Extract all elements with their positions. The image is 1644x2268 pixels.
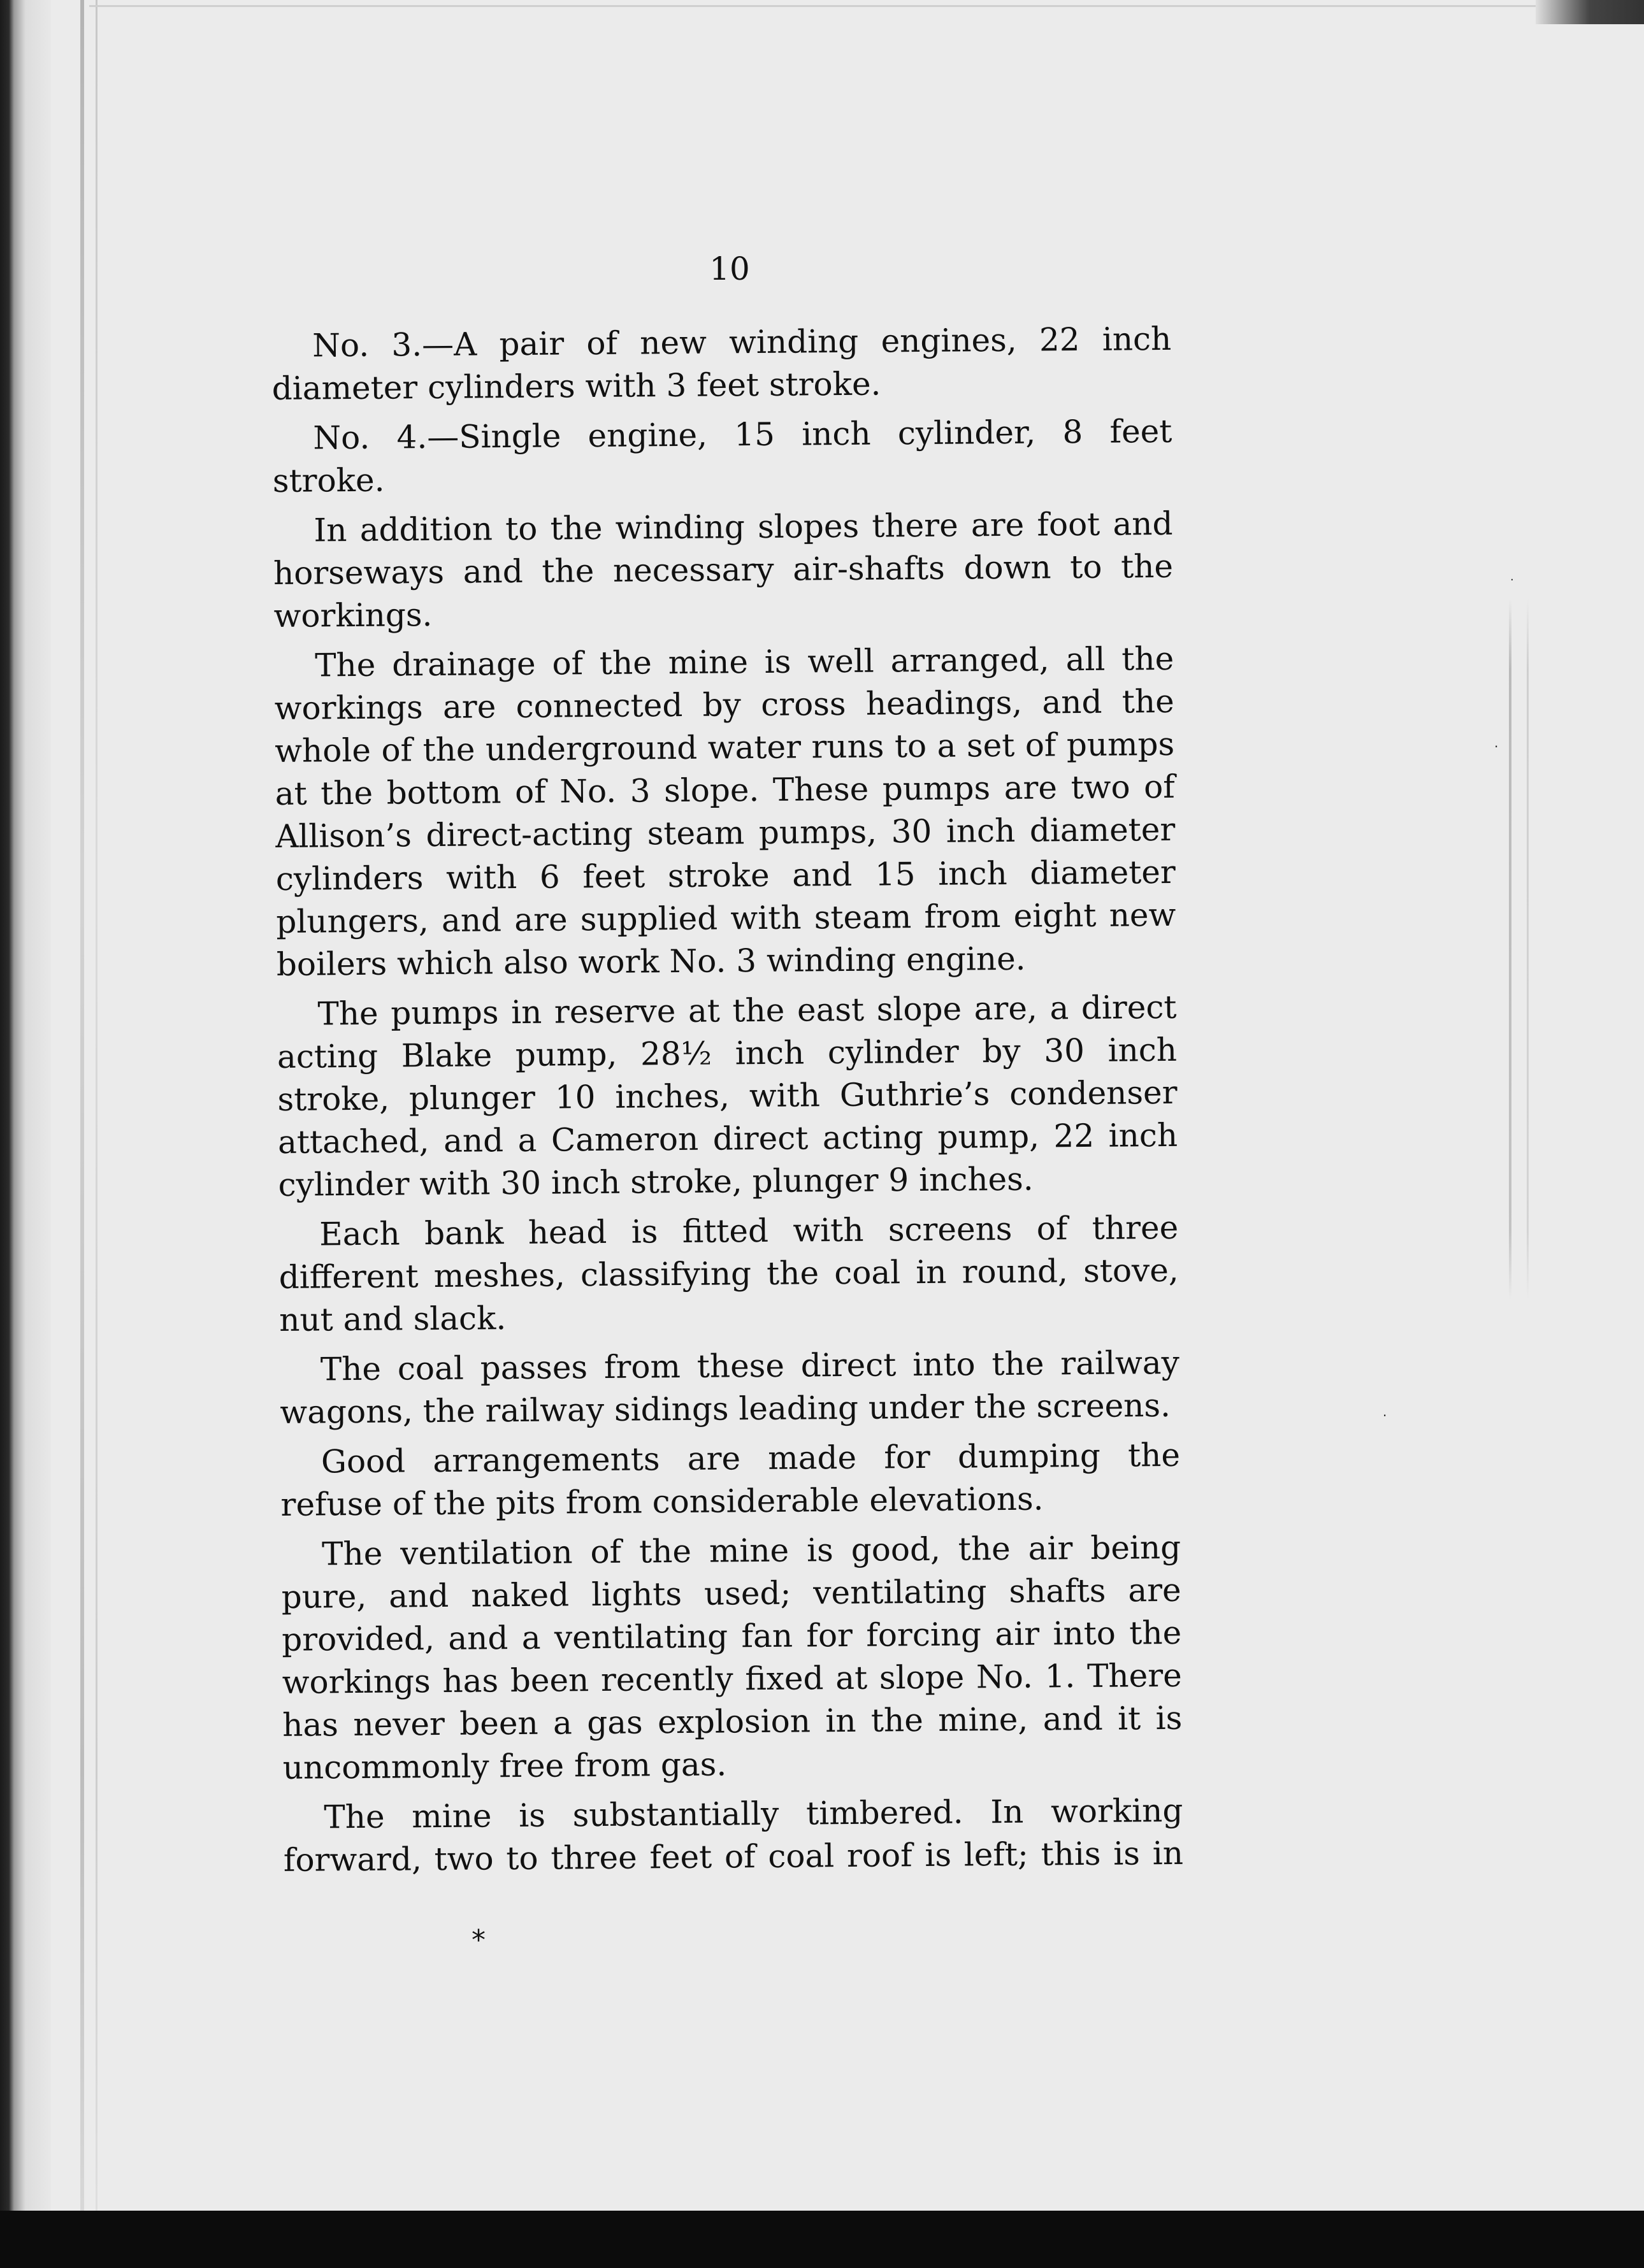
paragraph-continued: The mine is substantially timbered. In working forward, two to three feet of coal roof is left; this is in (283, 1791, 1184, 1879)
bleed-through-line-secondary (1527, 599, 1529, 1300)
paragraph: The pumps in reserve at the east slope are, a direct acting Blake pump, 28½ inch cylinder by 30 inch stroke, plunger 10 inches, with Guthrie’s condenser attached, and a Cameron direct acting pump, 22 inch cylinder with 30 inch stroke, plunger 9 inches. (277, 988, 1178, 1203)
paragraph: No. 4.—Single engine, 15 inch cylinder, 8 feet stroke. (272, 412, 1172, 499)
paragraph: The ventilation of the mine is good, the air being pure, and naked lights used; ventilating shafts are provided, and a ventilating fan for forcing air into the workings has been recently fixed at slope No. 1. There has never been a gas explosion in the mine, and it is uncommonly free from gas. (281, 1528, 1183, 1786)
paragraph: No. 3.—A pair of new winding engines, 22 inch diameter cylinders with 3 feet stroke. (271, 320, 1172, 407)
paragraph: The coal passes from these direct into the railway wagons, the railway sidings leading under the screens. (280, 1344, 1180, 1431)
scan-bottom-border (0, 2211, 1644, 2268)
body-text (271, 318, 1183, 1889)
binding-edge-line-thin (96, 0, 97, 2211)
speck-mark: · (1510, 573, 1514, 587)
paragraph: Good arrangements are made for dumping the refuse of the pits from considerable elevations. (280, 1436, 1181, 1523)
binding-edge-line (80, 0, 84, 2211)
top-corner-shadow (1536, 0, 1644, 24)
speck-mark: · (1494, 739, 1499, 754)
page-number: 10 (709, 250, 750, 287)
printer-mark: * (472, 1924, 486, 1956)
paragraph: In addition to the winding slopes there are foot and horseways and the necessary air-shafts down to the workings. (273, 505, 1174, 635)
bleed-through-line (1509, 599, 1511, 1300)
speck-mark: · (1383, 1408, 1387, 1423)
top-edge-line (89, 5, 1644, 7)
paragraph: Each bank head is fitted with screens of three different meshes, classifying the coal in round, stove, nut and slack. (278, 1209, 1179, 1339)
binding-shadow (0, 0, 51, 2211)
paragraph: The drainage of the mine is well arranged, all the workings are connected by cross headings, and the whole of the underground water runs to a set of pumps at the bottom of No. 3 slope. These pumps are two of Allison’s direct-acting steam pumps, 30 inch diameter cylinders with 6 feet stroke and 15 inch diameter plungers, and are supplied with steam from eight new boilers which also work No. 3 winding engine. (274, 640, 1176, 983)
